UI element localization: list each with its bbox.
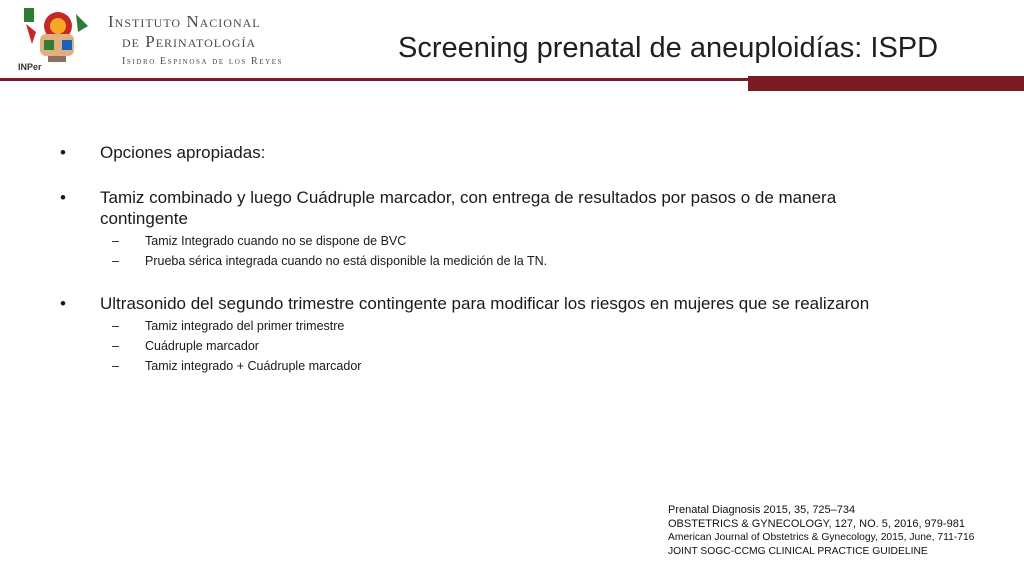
slide-content bbox=[60, 142, 960, 376]
reference-line: OBSTETRICS & GYNECOLOGY, 127, NO. 5, 2016, 979-981 bbox=[668, 518, 965, 530]
reference-line: Prenatal Diagnosis 2015, 35, 725–734 bbox=[668, 504, 856, 516]
sub-bullet-item bbox=[60, 356, 960, 376]
reference-line: American Journal of Obstetrics & Gynecology, 2015, June, 711-716 bbox=[668, 532, 975, 543]
slide-title: Screening prenatal de aneuploidías: ISPD bbox=[398, 32, 939, 64]
dash-icon: – bbox=[112, 234, 119, 248]
bullet-item bbox=[60, 187, 960, 229]
bullet-dot-icon: • bbox=[60, 143, 66, 162]
bullet-text: Ultrasonido del segundo trimestre contingente para modificar los riesgos en mujeres que se realizaron bbox=[100, 294, 870, 313]
sub-bullet-item bbox=[60, 316, 960, 336]
sub-bullet-item bbox=[60, 231, 960, 251]
logo-label: INPer bbox=[18, 62, 42, 72]
sub-bullet-text: Tamiz integrado + Cuádruple marcador bbox=[145, 359, 362, 373]
bullet-text-continued: contingente bbox=[100, 209, 188, 228]
bullet-dot-icon: • bbox=[60, 188, 66, 207]
header-accent-bar bbox=[748, 76, 1024, 91]
reference-line: JOINT SOGC-CCMG CLINICAL PRACTICE GUIDELINE bbox=[668, 546, 928, 557]
dash-icon: – bbox=[112, 319, 119, 333]
sub-bullet-text: Cuádruple marcador bbox=[145, 339, 259, 353]
dash-icon: – bbox=[112, 359, 119, 373]
sub-bullet-text: Prueba sérica integrada cuando no está disponible la medición de la TN. bbox=[145, 254, 548, 268]
sub-bullet-text: Tamiz Integrado cuando no se dispone de BVC bbox=[145, 234, 407, 248]
org-line-2: de Perinatología bbox=[122, 32, 257, 51]
references bbox=[668, 503, 974, 559]
inper-logo bbox=[18, 4, 92, 74]
bullet-dot-icon: • bbox=[60, 294, 66, 313]
org-line-1: Instituto Nacional bbox=[108, 12, 261, 31]
dash-icon: – bbox=[112, 339, 119, 353]
bullet-item bbox=[60, 142, 960, 163]
bullet-text: Tamiz combinado y luego Cuádruple marcador, con entrega de resultados por pasos o de manera bbox=[100, 188, 837, 207]
dash-icon: – bbox=[112, 254, 119, 268]
bullet-text: Opciones apropiadas: bbox=[100, 143, 266, 162]
sub-bullet-text: Tamiz integrado del primer trimestre bbox=[145, 319, 345, 333]
bullet-item bbox=[60, 293, 960, 314]
sub-bullet-item bbox=[60, 336, 960, 356]
organization-name bbox=[108, 12, 283, 67]
sub-bullet-item bbox=[60, 251, 960, 271]
org-line-3: Isidro Espinosa de los Reyes bbox=[122, 56, 284, 67]
